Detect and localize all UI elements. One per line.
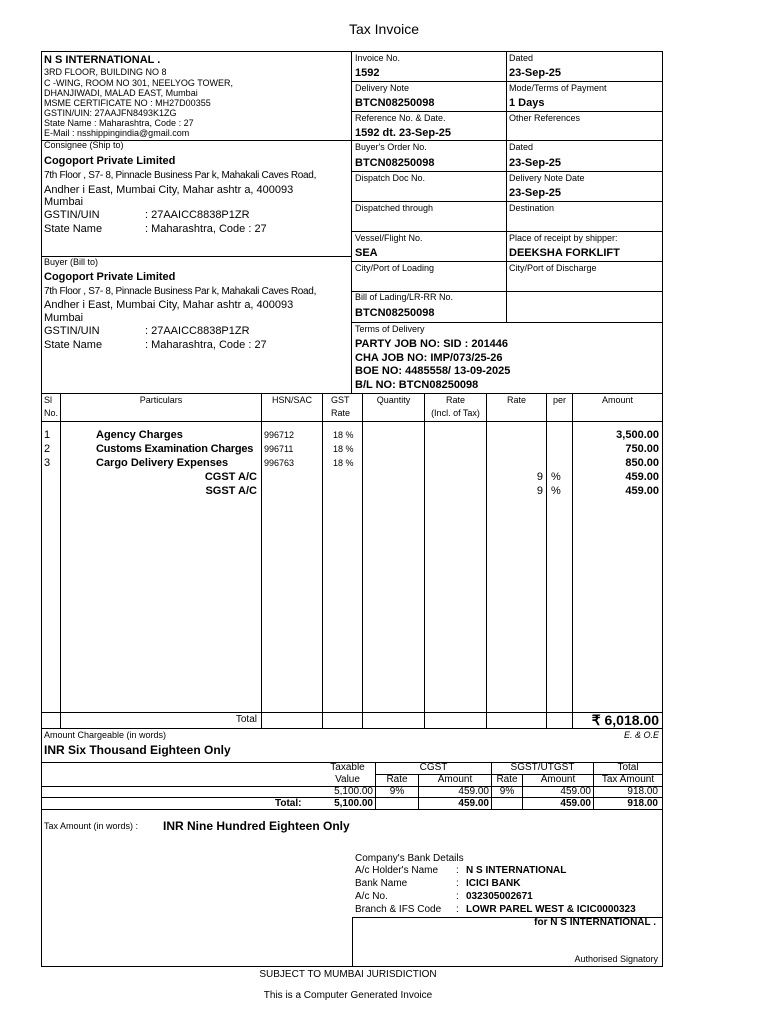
taxable-label-2: Value [335, 774, 360, 785]
item-gst: 18 % [333, 430, 354, 440]
sgst-amount-label: Amount [540, 774, 576, 785]
consignee-gstin-label: GSTIN/UIN [44, 209, 100, 221]
seller-line: State Name : Maharashtra, Code : 27 [44, 118, 194, 128]
consignee-gstin: : 27AAICC8838P1ZR [145, 209, 250, 221]
separator: : [456, 904, 459, 915]
tax-rate: 9 [536, 485, 543, 497]
col-sl: Sl [44, 395, 53, 405]
port-discharge-label: City/Port of Discharge [509, 263, 597, 273]
tax-per: % [551, 485, 561, 497]
eoe-note: E. & O.E [623, 730, 659, 740]
item-amount: 3,500.00 [616, 429, 659, 441]
summary-total-taxable: 5,100.00 [334, 798, 373, 809]
dispatch-doc-label: Dispatch Doc No. [355, 173, 426, 183]
summary-taxable: 5,100.00 [334, 786, 373, 797]
bank-name-label: Bank Name [355, 878, 408, 889]
bank-heading: Company's Bank Details [355, 853, 464, 864]
col-gst: GST [331, 395, 350, 405]
summary-cgst-amount: 459.00 [458, 786, 489, 797]
col-quantity: Quantity [376, 395, 411, 405]
terms-line: PARTY JOB NO: SID : 201446 [355, 338, 509, 350]
payment-terms-label: Mode/Terms of Payment [509, 83, 607, 93]
jurisdiction-note: SUBJECT TO MUMBAI JURISDICTION [259, 969, 437, 980]
total-label: Total [235, 714, 257, 725]
col-amount: Amount [601, 395, 634, 405]
account-no-label: A/c No. [355, 891, 388, 902]
separator: : [456, 878, 459, 889]
summary-sgst-amount: 459.00 [560, 786, 591, 797]
separator: : [456, 865, 459, 876]
item-hsn: 996711 [264, 444, 294, 454]
col-sl-2: No. [44, 408, 59, 418]
seller-line: MSME CERTIFICATE NO : MH27D00355 [44, 98, 211, 108]
tax-amount: 459.00 [625, 485, 659, 497]
receipt-label: Place of receipt by shipper: [509, 233, 618, 243]
bill-of-lading-label: Bill of Lading/LR-RR No. [355, 292, 454, 302]
for-company: for N S INTERNATIONAL . [534, 917, 656, 928]
consignee-name: Cogoport Private Limited [44, 155, 176, 167]
consignee-heading: Consignee (Ship to) [44, 140, 124, 150]
computer-generated-note: This is a Computer Generated Invoice [263, 990, 433, 1001]
tax-name: CGST A/C [204, 471, 257, 483]
terms-line: B/L NO: BTCN08250098 [355, 379, 479, 391]
buyer-address: Mumbai [44, 312, 84, 324]
summary-sgst-rate: 9% [499, 786, 515, 797]
reference-label: Reference No. & Date. [355, 113, 446, 123]
consignee-address: 7th Floor , S7- 8, Pinnacle Business Par k, Mahakali Caves Road, [44, 170, 317, 181]
consignee-state: : Maharashtra, Code : 27 [145, 223, 267, 235]
separator: : [456, 891, 459, 902]
order-dated-label: Dated [509, 142, 534, 152]
branch: LOWR PAREL WEST & ICIC0000323 [466, 904, 636, 915]
item-sl: 2 [44, 443, 51, 455]
col-per: per [552, 395, 566, 405]
amount-words: INR Six Thousand Eighteen Only [44, 743, 231, 757]
buyer-state: : Maharashtra, Code : 27 [145, 339, 267, 351]
terms-line: BOE NO: 4485558/ 13-09-2025 [355, 365, 511, 377]
buyer-address: 7th Floor , S7- 8, Pinnacle Business Par k, Mahakali Caves Road, [44, 286, 317, 297]
other-references-label: Other References [509, 113, 581, 123]
terms-label: Terms of Delivery [355, 324, 425, 334]
buyers-order: BTCN08250098 [355, 157, 435, 169]
item-gst: 18 % [333, 444, 354, 454]
summary-total-sgst: 459.00 [560, 798, 591, 809]
vessel: SEA [355, 247, 378, 259]
tax-amount: 459.00 [625, 471, 659, 483]
item-hsn: 996763 [264, 458, 295, 468]
item-name: Agency Charges [96, 429, 183, 441]
port-loading-label: City/Port of Loading [355, 263, 435, 273]
item-hsn: 996712 [264, 430, 295, 440]
invoice-no: 1592 [355, 67, 380, 79]
seller-line: DHANJIWADI, MALAD EAST, Mumbai [44, 88, 198, 98]
summary-total: 918.00 [627, 786, 658, 797]
item-sl: 1 [44, 429, 51, 441]
grand-total: ₹ 6,018.00 [591, 712, 659, 728]
col-rate: Rate [506, 395, 526, 405]
tax-words: INR Nine Hundred Eighteen Only [163, 819, 350, 833]
summary-total-tax: 918.00 [627, 798, 658, 809]
invoice-date: 23-Sep-25 [509, 67, 561, 79]
summary-total-label: Total: [275, 798, 302, 809]
invoice-no-label: Invoice No. [355, 53, 401, 63]
cgst-rate-label: Rate [386, 774, 408, 785]
seller-line: C -WING, ROOM NO 301, NEELYOG TOWER, [44, 78, 234, 88]
item-amount: 750.00 [625, 443, 659, 455]
buyers-order-label: Buyer's Order No. [355, 142, 427, 152]
seller-email: E-Mail : nsshippingindia@gmail.com [44, 128, 190, 138]
seller-name: N S INTERNATIONAL . [44, 54, 161, 66]
vessel-label: Vessel/Flight No. [355, 233, 423, 243]
seller-line: GSTIN/UIN: 27AAJFN8493K1ZG [44, 108, 177, 118]
buyer-heading: Buyer (Bill to) [44, 257, 99, 267]
item-amount: 850.00 [625, 457, 659, 469]
tax-name: SGST A/C [205, 485, 257, 497]
bank-name: ICICI BANK [466, 878, 521, 889]
dated-label: Dated [509, 53, 534, 63]
tax-per: % [551, 471, 561, 483]
cgst-amount-label: Amount [437, 774, 473, 785]
delivery-date: 23-Sep-25 [509, 187, 561, 199]
item-name: Cargo Delivery Expenses [96, 457, 229, 469]
taxable-label: Taxable [330, 762, 365, 773]
payment-terms: 1 Days [509, 97, 545, 109]
sgst-label: SGST/UTGST [510, 762, 575, 773]
terms-line: CHA JOB NO: IMP/073/25-26 [355, 352, 503, 364]
authorised-signatory: Authorised Signatory [574, 954, 658, 964]
tax-words-label: Tax Amount (in words) : [44, 821, 139, 831]
summary-total-cgst: 459.00 [458, 798, 489, 809]
total-tax-label-2: Tax Amount [601, 774, 655, 785]
buyer-name: Cogoport Private Limited [44, 271, 176, 283]
reference: 1592 dt. 23-Sep-25 [355, 127, 451, 139]
delivery-note-label: Delivery Note [355, 83, 410, 93]
consignee-address: Mumbai [44, 196, 84, 208]
summary-cgst-rate: 9% [389, 786, 405, 797]
item-sl: 3 [44, 457, 51, 469]
col-rate-incl: Rate [445, 395, 465, 405]
col-hsn: HSN/SAC [271, 395, 312, 405]
item-gst: 18 % [333, 458, 354, 468]
col-particulars: Particulars [139, 395, 183, 405]
col-rate-incl-2: (Incl. of Tax) [431, 408, 480, 418]
bill-of-lading: BTCN08250098 [355, 307, 435, 319]
cgst-label: CGST [419, 762, 448, 773]
page-title: Tax Invoice [348, 21, 420, 37]
consignee-state-label: State Name [44, 223, 103, 235]
buyer-gstin: : 27AAICC8838P1ZR [145, 325, 250, 337]
branch-label: Branch & IFS Code [355, 904, 442, 915]
delivery-date-label: Delivery Note Date [509, 173, 585, 183]
amount-words-label: Amount Chargeable (in words) [44, 730, 167, 740]
account-no: 032305002671 [466, 891, 533, 902]
seller-line: 3RD FLOOR, BUILDING NO 8 [44, 67, 167, 77]
order-dated: 23-Sep-25 [509, 157, 561, 169]
consignee-address: Andher i East, Mumbai City, Mahar ashtr a, 400093 [44, 184, 294, 196]
holder-label: A/c Holder's Name [355, 865, 439, 876]
destination-label: Destination [509, 203, 555, 213]
sgst-rate-label: Rate [496, 774, 518, 785]
tax-rate: 9 [536, 471, 543, 483]
receipt-place: DEEKSHA FORKLIFT [509, 247, 620, 259]
col-gst-2: Rate [331, 408, 351, 418]
item-name: Customs Examination Charges [96, 443, 254, 455]
buyer-address: Andher i East, Mumbai City, Mahar ashtr a, 400093 [44, 299, 294, 311]
delivery-note: BTCN08250098 [355, 97, 435, 109]
buyer-state-label: State Name [44, 339, 103, 351]
dispatched-through-label: Dispatched through [355, 203, 434, 213]
total-tax-label: Total [617, 762, 639, 773]
holder-name: N S INTERNATIONAL [466, 865, 567, 876]
buyer-gstin-label: GSTIN/UIN [44, 325, 100, 337]
